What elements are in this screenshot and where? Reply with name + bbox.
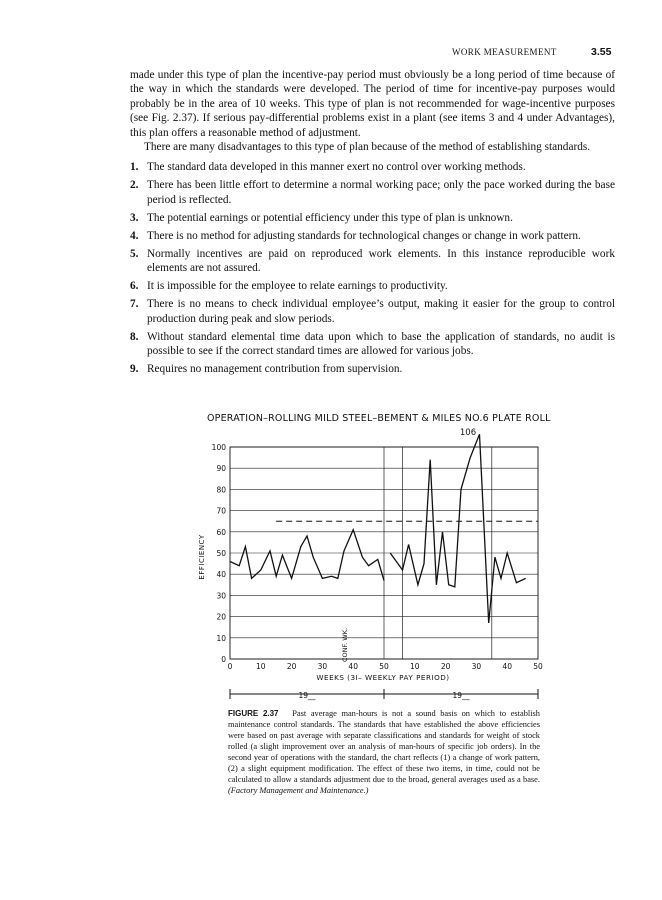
x-tick-label: 0	[227, 662, 233, 671]
conf-week-label: CONF. WK.	[341, 627, 349, 663]
efficiency-chart	[195, 405, 555, 705]
y-tick-label: 70	[216, 506, 226, 516]
y-tick-label: 20	[216, 612, 226, 622]
y-tick-label: 100	[211, 443, 226, 452]
x-tick-label: 10	[410, 662, 420, 671]
y-tick-label: 90	[216, 464, 226, 474]
list-item: 9. Requires no management contribution from supervision.	[130, 363, 403, 376]
list-item: 2. There has been little effort to determine a normal working pace; only the pace worked during the base period is reflected.	[130, 179, 615, 206]
x-tick-label: 40	[502, 662, 512, 671]
paragraph: There are many disadvantages to this type of plan because of the method of establishing standards.	[144, 141, 591, 154]
y-tick-label: 0	[221, 655, 226, 664]
list-item: 1. The standard data developed in this manner exert no control over working methods.	[130, 161, 526, 174]
chart-svg	[195, 405, 555, 705]
caption-label: FIGURE 2.37	[228, 709, 279, 718]
caption-source: (Factory Management and Maintenance.)	[228, 786, 369, 795]
list-item: 3. The potential earnings or potential efficiency under this type of plan is unknown.	[130, 211, 513, 224]
x-tick-label: 50	[379, 662, 389, 671]
x-tick-label: 20	[440, 662, 451, 671]
running-title: WORK MEASUREMENT	[452, 47, 557, 57]
page-number: 3.55	[591, 46, 612, 58]
year-label-2: 19__	[452, 691, 470, 700]
y-tick-label: 60	[216, 527, 226, 537]
x-tick-label: 10	[256, 662, 266, 671]
paragraph: made under this type of plan the incentive-pay period must obviously be a long period of time because of the way in which the standards were developed. The period of time for incentive-pay purposes would probably be in the area of 10 weeks. This type of plan is not recommended for wage-incentive purposes (see Fig. 2.37). If serious pay-differential problems exist in a plant (see items 3 and 4 under Advantages), this plan offers a reasonable method of adjustment.	[130, 69, 615, 139]
y-axis-label: EFFICIENCY	[198, 534, 206, 580]
chart-title: OPERATION–ROLLING MILD STEEL–BEMENT & MILES NO.6 PLATE ROLL	[207, 413, 551, 424]
peak-label: 106	[459, 428, 477, 438]
x-axis-label: WEEKS (3I– WEEKLY PAY PERIOD)	[316, 673, 450, 682]
x-tick-label: 50	[533, 662, 543, 671]
y-tick-label: 50	[216, 549, 226, 558]
list-item: 5. Normally incentives are paid on reproduced work elements. In this instance reproducible work elements are not assured.	[130, 247, 615, 275]
x-tick-label: 40	[348, 662, 358, 671]
year-label-1: 19__	[298, 691, 316, 700]
y-tick-label: 30	[216, 591, 226, 601]
disadvantages-list	[130, 160, 615, 376]
list-item: 7. There is no means to check individual employee’s output, making it easier for the group to control production during peak and slow periods.	[130, 298, 615, 325]
series-line	[390, 434, 526, 623]
list-item: 8. Without standard elemental time data upon which to base the application of standards, no audit is possible to see if the correct standard times are allowed for various jobs.	[130, 330, 615, 358]
list-item: 6. It is impossible for the employee to relate earnings to productivity.	[130, 280, 448, 293]
y-tick-label: 80	[216, 485, 226, 495]
y-tick-label: 40	[216, 570, 226, 580]
y-tick-label: 10	[216, 633, 226, 643]
x-tick-label: 30	[471, 662, 482, 671]
list-item: 4. There is no method for adjusting standards for technological changes or change in work pattern.	[130, 229, 581, 242]
x-tick-label: 30	[317, 662, 328, 671]
running-header	[0, 47, 662, 61]
body-text	[130, 68, 615, 380]
x-tick-label: 20	[286, 662, 297, 671]
figure-caption	[228, 708, 540, 796]
caption-text: Past average man-hours is not a sound basis on which to establish maintenance control standards. The standards that have established the above efficiencies were based on past average with separate classifications and standards for weight of stock rolled (a slight improvement over an analysis of man-hours of specific job orders). In the second year of operations with the standard, the chart reflects (1) a change of work pattern, (2) a slight equipment modification. The effect of these two items, in time, could not be calculated to allow a standards adjustment due to the broad, general averages used as a base.	[228, 709, 540, 784]
series-line	[230, 530, 384, 581]
